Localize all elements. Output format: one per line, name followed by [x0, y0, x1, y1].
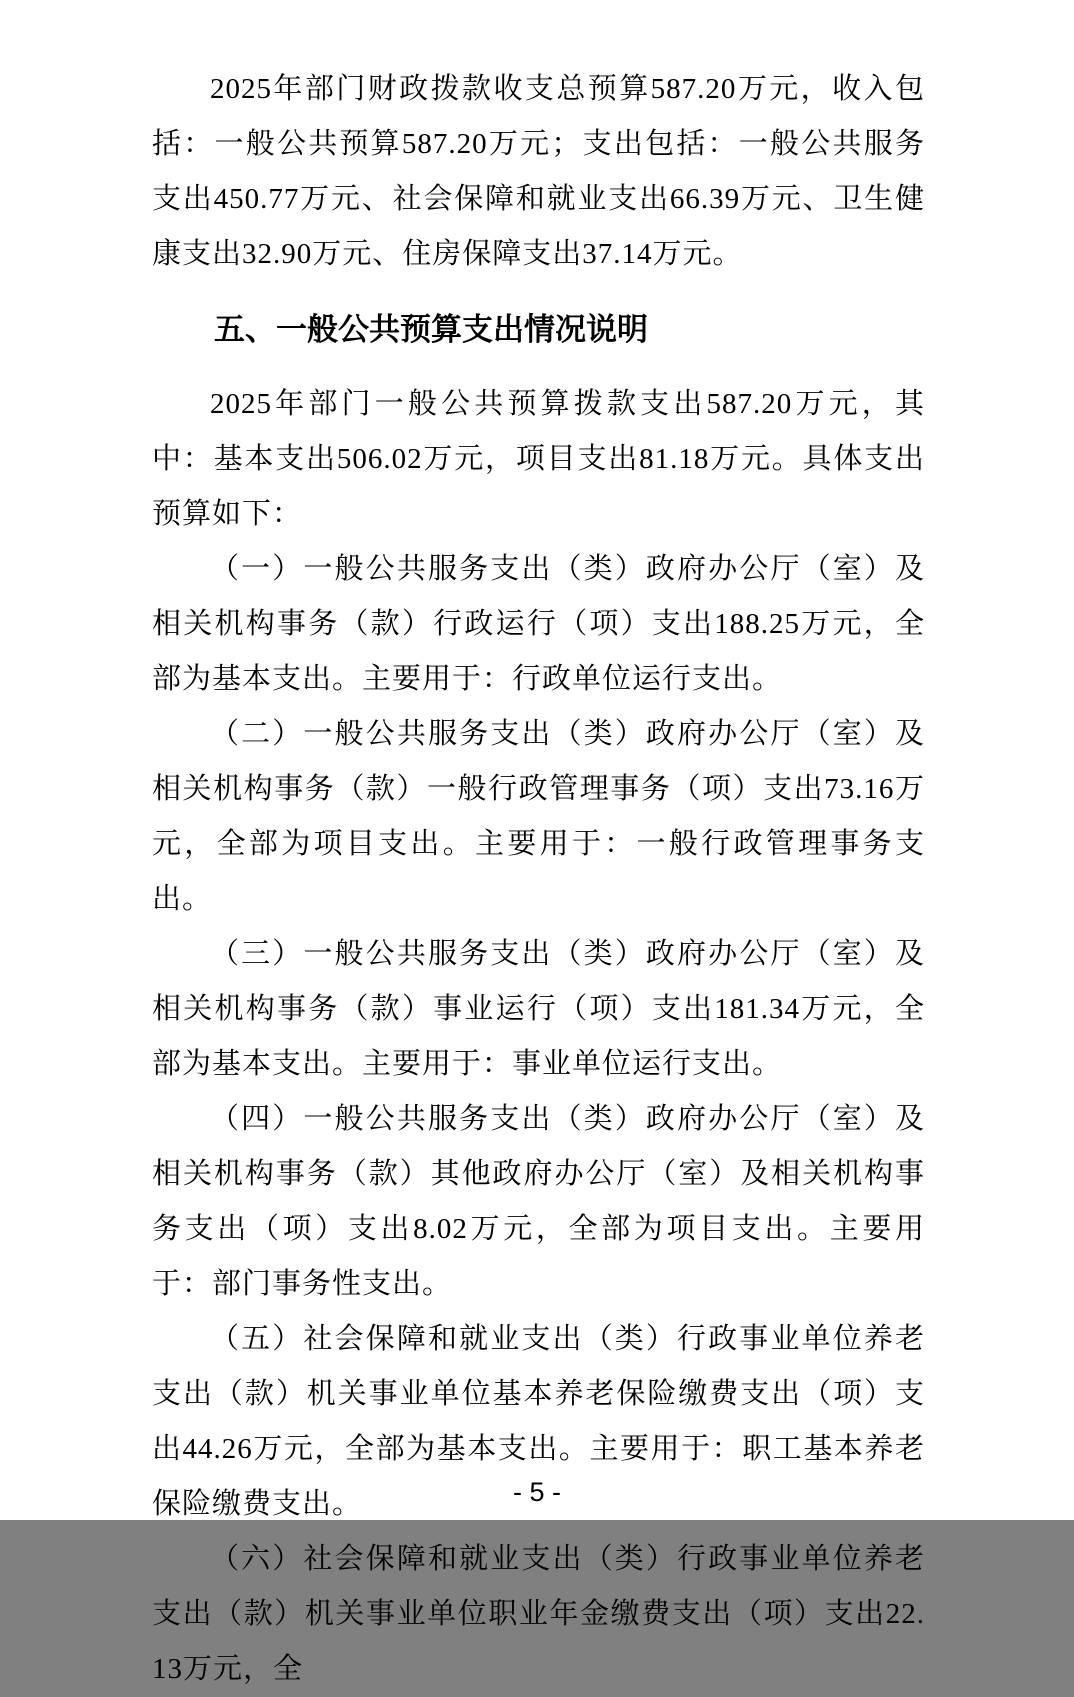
paragraph-item-5: （五）社会保障和就业支出（类）行政事业单位养老支出（款）机关事业单位基本养老保险缴费支出（项）支出44.26万元，全部为基本支出。主要用于：职工基本养老保险缴费支出。	[152, 1323, 925, 1520]
paragraph-fiscal-appropriation-summary: 2025年部门财政拨款收支总预算587.20万元，收入包括：一般公共预算587.20万元；支出包括：一般公共服务支出450.77万元、社会保障和就业支出66.39万元、卫生健康支出32.90万元、住房保障支出37.14万元。	[152, 73, 925, 270]
document-content	[152, 62, 925, 1697]
paragraph-item-6: （六）社会保障和就业支出（类）行政事业单位养老支出（款）机关事业单位职业年金缴费支出（项）支出22.13万元，全	[152, 1543, 925, 1685]
paragraph-item-3: （三）一般公共服务支出（类）政府办公厅（室）及相关机构事务（款）事业运行（项）支出181.34万元，全部为基本支出。主要用于：事业单位运行支出。	[152, 938, 925, 1080]
page-number: - 5 -	[512, 1477, 561, 1507]
paragraph-item-2: （二）一般公共服务支出（类）政府办公厅（室）及相关机构事务（款）一般行政管理事务（项）支出73.16万元，全部为项目支出。主要用于：一般行政管理事务支出。	[152, 718, 925, 915]
paragraph-item-1: （一）一般公共服务支出（类）政府办公厅（室）及相关机构事务（款）行政运行（项）支出188.25万元，全部为基本支出。主要用于：行政单位运行支出。	[152, 553, 925, 695]
paragraph-item-4: （四）一般公共服务支出（类）政府办公厅（室）及相关机构事务（款）其他政府办公厅（室）及相关机构事务支出（项）支出8.02万元，全部为项目支出。主要用于：部门事务性支出。	[152, 1103, 925, 1300]
section-heading: 五、一般公共预算支出情况说明	[214, 312, 648, 347]
paragraph-section-lead: 2025年部门一般公共预算拨款支出587.20万元，其中：基本支出506.02万元，项目支出81.18万元。具体支出预算如下：	[152, 388, 925, 530]
